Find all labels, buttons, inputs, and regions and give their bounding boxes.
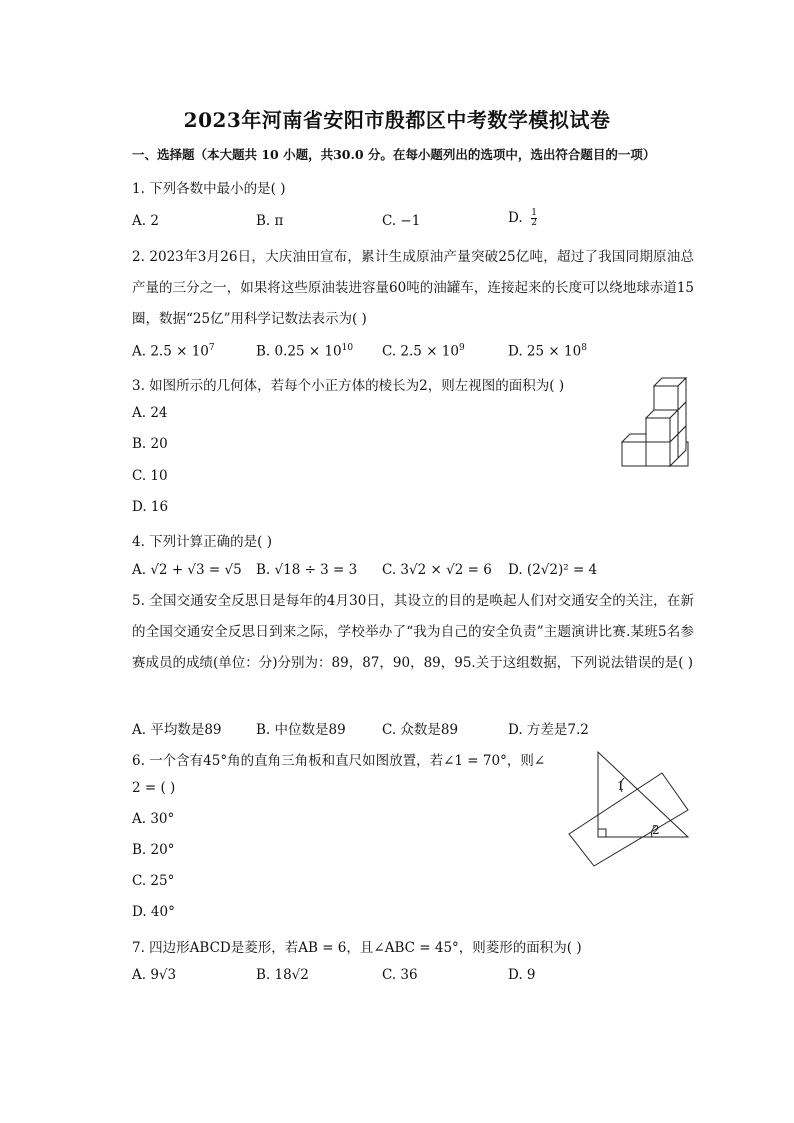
q3-option-b: B. 20: [132, 436, 168, 452]
q6-triangle-ruler-figure: [566, 748, 692, 870]
q2-b-base: B. 0.25 × 10: [256, 343, 342, 360]
q5-option-d: D. 方差是7.2: [508, 722, 589, 738]
q2-c-base: C. 2.5 × 10: [382, 343, 459, 360]
q2-option-a: [132, 343, 215, 360]
q1-frac-num: 1: [531, 208, 537, 218]
q4-option-c: C. 3√2 × √2 = 6: [382, 562, 492, 578]
q7-option-d: D. 9: [508, 967, 536, 983]
q3-option-c: C. 10: [132, 468, 168, 484]
q1-frac-den: 2: [531, 218, 537, 228]
q2-option-b: [256, 343, 353, 360]
q5-option-c: C. 众数是89: [382, 722, 459, 738]
q3-option-a: A. 24: [132, 405, 168, 421]
q6-option-c: C. 25°: [132, 873, 175, 889]
q1-option-d-label: D.: [508, 210, 523, 226]
q2-d-base: D. 25 × 10: [508, 343, 582, 360]
q6-angle1-label: 1: [617, 779, 625, 793]
q2-a-base: A. 2.5 × 10: [132, 343, 209, 360]
q6-stem-line2: 2 = ( ): [132, 780, 176, 796]
q7-option-a: A. 9√3: [132, 967, 177, 983]
q2-d-exp: 8: [581, 343, 587, 353]
q6-option-d: D. 40°: [132, 904, 175, 920]
q2-option-d: [508, 343, 587, 360]
q7-option-c: C. 36: [382, 967, 418, 983]
q6-angle2-label: 2: [652, 823, 660, 837]
q7-stem: 7. 四边形ABCD是菱形，若AB = 6，且∠ABC = 45°，则菱形的面积为( ): [132, 940, 582, 956]
q5-option-a: A. 平均数是89: [132, 722, 222, 738]
section-heading: 一、选择题（本大题共 10 小题，共30.0 分。在每小题列出的选项中，选出符合题目的一项）: [132, 147, 656, 162]
q7-option-b: B. 18√2: [256, 967, 309, 983]
q2-c-exp: 9: [458, 343, 465, 353]
q6-option-a: A. 30°: [132, 811, 175, 827]
q1-option-d: [508, 209, 537, 228]
q3-option-d: D. 16: [132, 499, 169, 515]
q4-option-b: B. √18 ÷ 3 = 3: [256, 562, 358, 578]
q1-fraction: [531, 209, 537, 228]
q6-stem-line1: 6. 一个含有45°角的直角三角板和直尺如图放置，若∠1 = 70°，则∠: [132, 753, 546, 769]
q2-a-exp: 7: [208, 343, 215, 353]
q5-option-b: B. 中位数是89: [256, 722, 346, 738]
q1-stem: 1. 下列各数中最小的是( ): [132, 181, 286, 197]
q2-stem: 2. 2023年3月26日，大庆油田宣布，累计生成原油产量突破25亿吨，超过了我国同期原油总产量的三分之一，如果将这些原油装进容量60吨的油罐车，连接起来的长度可以绕地球赤道15圈，数据“25亿”用科学记数法表示为( ): [132, 249, 694, 327]
q6-option-b: B. 20°: [132, 842, 175, 858]
q4-stem: 4. 下列计算正确的是( ): [132, 534, 272, 550]
q3-cube-figure: [618, 374, 694, 474]
page-title: 2023年河南省安阳市殷都区中考数学模拟试卷: [183, 108, 611, 132]
q1-option-c: C. −1: [382, 213, 421, 229]
q5-stem: 5. 全国交通安全反思日是每年的4月30日，其设立的目的是唤起人们对交通安全的关注，在新的全国交通安全反思日到来之际，学校举办了“我为自己的安全负责”主题演讲比赛.某班5名参赛成员的成绩(单位：分)分别为：89，87，90，89，95.关于这组数据，下列说法错误的是( ): [132, 593, 694, 671]
q4-option-a: A. √2 + √3 = √5: [132, 562, 242, 578]
q1-option-a: A. 2: [132, 213, 159, 229]
q3-stem: 3. 如图所示的几何体，若每个小正方体的棱长为2，则左视图的面积为( ): [132, 378, 565, 394]
q2-option-c: [382, 343, 465, 360]
q1-option-b: B. π: [256, 213, 284, 229]
q4-option-d: D. (2√2)² = 4: [508, 562, 598, 578]
q2-b-exp: 10: [341, 343, 354, 353]
